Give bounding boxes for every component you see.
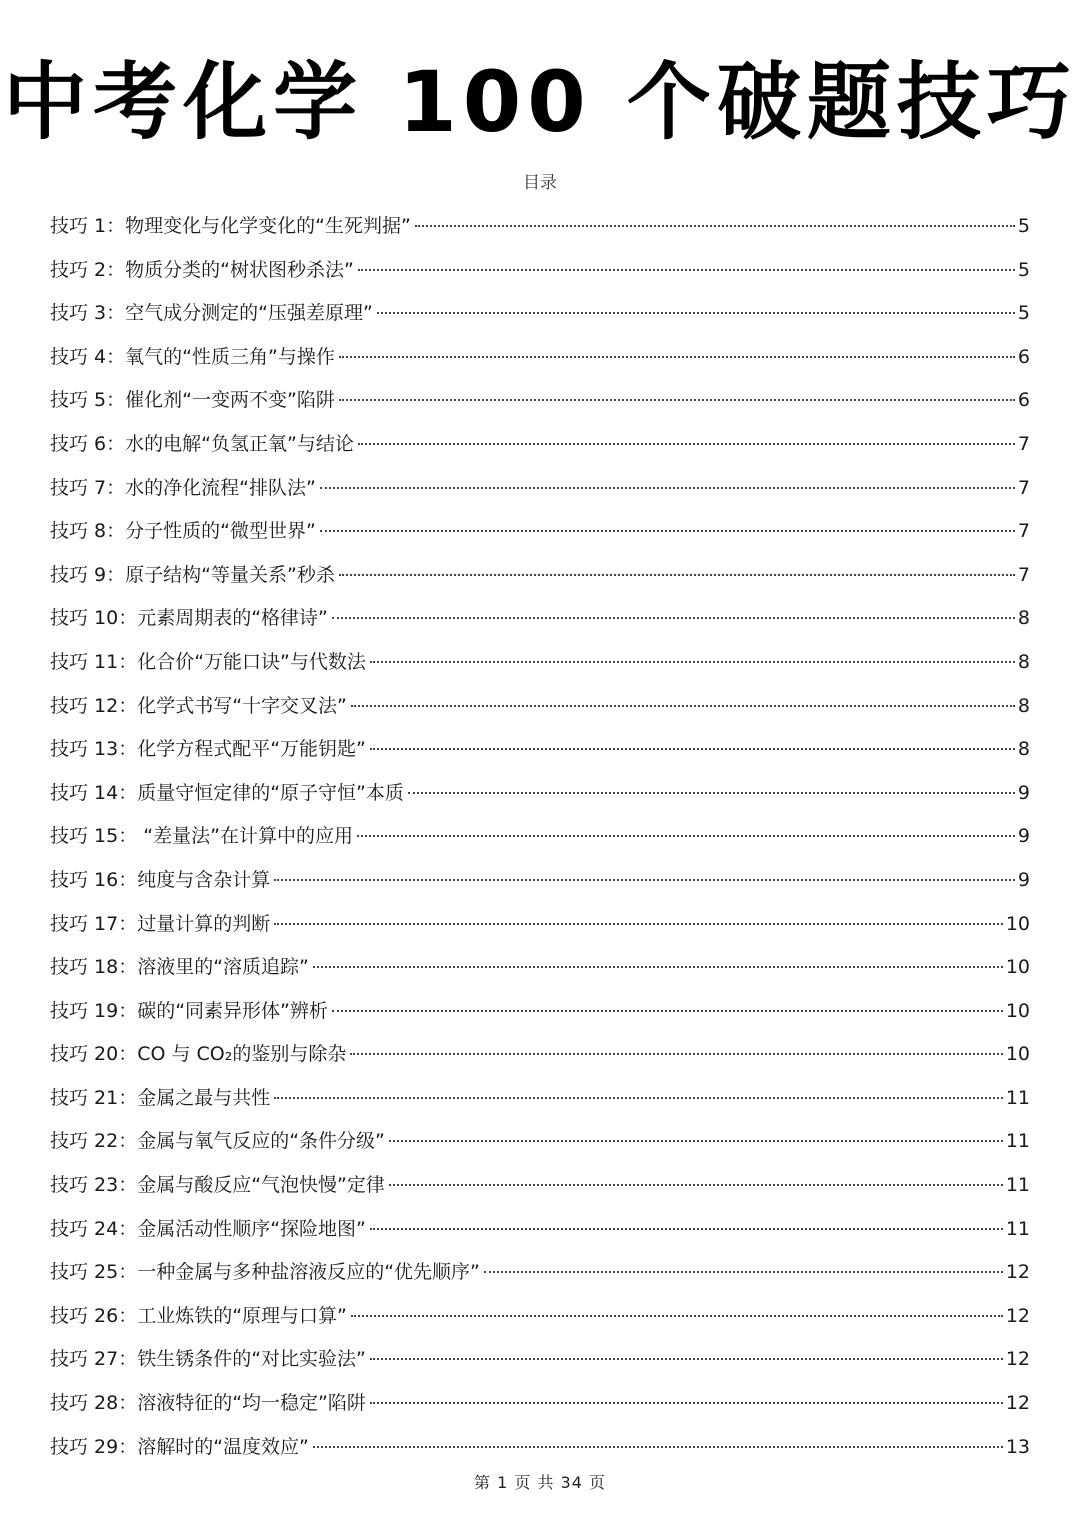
toc-entry-title: 技巧 20：CO 与 CO₂的鉴别与除杂 [50, 1043, 347, 1066]
toc-entry[interactable] [50, 990, 1030, 1034]
toc-entry-page: 12 [1005, 1392, 1030, 1415]
document-title: 中考化学 100 个破题技巧 [3, 53, 1077, 151]
toc-entry-page: 11 [1005, 1130, 1030, 1153]
toc-entry-title: 技巧 29：溶解时的“温度效应” [50, 1435, 309, 1458]
dot-leader [377, 312, 1015, 314]
toc-entry-title: 技巧 23：金属与酸反应“气泡快慢”定律 [50, 1174, 385, 1197]
toc-entry-title: 技巧 7：水的净化流程“排队法” [50, 476, 316, 499]
dot-leader [370, 1402, 1003, 1404]
table-of-contents [50, 205, 1030, 1469]
toc-entry-title: 技巧 6：水的电解“负氢正氧”与结论 [50, 432, 354, 455]
toc-entry-title: 技巧 13：化学方程式配平“万能钥匙” [50, 738, 366, 761]
toc-entry-page: 10 [1005, 1043, 1030, 1066]
dot-leader [358, 443, 1015, 445]
toc-entry[interactable] [50, 641, 1030, 685]
toc-entry-title: 技巧 11：化合价“万能口诀”与代数法 [50, 650, 366, 673]
toc-entry-title: 技巧 15： “差量法”在计算中的应用 [50, 825, 353, 848]
toc-entry-title: 技巧 18：溶液里的“溶质追踪” [50, 956, 309, 979]
toc-entry-page: 5 [1017, 215, 1030, 237]
toc-entry-title: 技巧 21：金属之最与共性 [50, 1086, 271, 1109]
dot-leader [370, 1358, 1003, 1360]
toc-entry-title: 技巧 3：空气成分测定的“压强差原理” [50, 302, 373, 325]
toc-entry-page: 8 [1017, 738, 1030, 761]
toc-entry-page: 11 [1005, 1174, 1030, 1197]
dot-leader [274, 879, 1015, 881]
toc-entry-page: 6 [1017, 389, 1030, 412]
toc-entry-page: 10 [1005, 999, 1030, 1022]
toc-entry-title: 技巧 19：碳的“同素异形体”辨析 [50, 999, 328, 1022]
dot-leader [320, 487, 1015, 489]
toc-entry-title: 技巧 24：金属活动性顺序“探险地图” [50, 1217, 366, 1240]
toc-entry[interactable] [50, 597, 1030, 641]
toc-entry-title: 技巧 22：金属与氧气反应的“条件分级” [50, 1130, 385, 1153]
toc-entry[interactable] [50, 903, 1030, 947]
toc-entry[interactable] [50, 1426, 1030, 1470]
dot-leader [339, 574, 1015, 576]
dot-leader [274, 923, 1003, 925]
toc-entry[interactable] [50, 336, 1030, 380]
toc-entry[interactable] [50, 859, 1030, 903]
toc-entry-title: 技巧 2：物质分类的“树状图秒杀法” [50, 258, 354, 281]
toc-entry-page: 8 [1017, 694, 1030, 717]
toc-entry[interactable] [50, 1033, 1030, 1077]
dot-leader [350, 1053, 1002, 1055]
toc-entry-title: 技巧 26：工业炼铁的“原理与口算” [50, 1304, 347, 1327]
dot-leader [370, 661, 1015, 663]
toc-entry[interactable] [50, 249, 1030, 293]
toc-entry-page: 9 [1017, 825, 1030, 848]
toc-entry-page: 10 [1005, 956, 1030, 979]
toc-entry[interactable] [50, 423, 1030, 467]
dot-leader [358, 269, 1015, 271]
toc-entry-page: 12 [1005, 1261, 1030, 1284]
toc-entry[interactable] [50, 1251, 1030, 1295]
toc-entry-page: 12 [1005, 1348, 1030, 1371]
dot-leader [320, 530, 1015, 532]
toc-entry-title: 技巧 17：过量计算的判断 [50, 912, 271, 935]
toc-entry-title: 技巧 10：元素周期表的“格律诗” [50, 607, 328, 630]
dot-leader [332, 1010, 1003, 1012]
toc-entry[interactable] [50, 1077, 1030, 1121]
page-footer: 第 1 页 共 34 页 [474, 1473, 606, 1492]
dot-leader [313, 1446, 1003, 1448]
toc-entry-title: 技巧 8：分子性质的“微型世界” [50, 520, 316, 543]
toc-entry[interactable] [50, 946, 1030, 990]
toc-entry[interactable] [50, 467, 1030, 511]
toc-entry-page: 6 [1017, 345, 1030, 368]
toc-entry-page: 7 [1017, 520, 1030, 543]
dot-leader [332, 617, 1015, 619]
dot-leader [339, 356, 1015, 358]
dot-leader [370, 748, 1015, 750]
toc-heading: 目录 [523, 173, 557, 193]
toc-entry-page: 11 [1005, 1217, 1030, 1240]
toc-entry[interactable] [50, 554, 1030, 598]
toc-entry-page: 7 [1017, 476, 1030, 499]
toc-entry-title: 技巧 9：原子结构“等量关系”秒杀 [50, 563, 335, 586]
dot-leader [389, 1140, 1003, 1142]
toc-entry-title: 技巧 5：催化剂“一变两不变”陷阱 [50, 389, 335, 412]
toc-entry[interactable] [50, 292, 1030, 336]
toc-entry-title: 技巧 4：氧气的“性质三角”与操作 [50, 345, 335, 368]
toc-entry[interactable] [50, 1382, 1030, 1426]
toc-entry[interactable] [50, 205, 1030, 249]
dot-leader [389, 1184, 1003, 1186]
dot-leader [357, 835, 1015, 837]
toc-entry[interactable] [50, 815, 1030, 859]
toc-entry[interactable] [50, 379, 1030, 423]
dot-leader [351, 1315, 1003, 1317]
toc-entry-page: 13 [1005, 1435, 1030, 1458]
dot-leader [351, 705, 1015, 707]
toc-entry-page: 8 [1017, 607, 1030, 630]
toc-entry[interactable] [50, 510, 1030, 554]
dot-leader [370, 1228, 1003, 1230]
toc-entry-page: 12 [1005, 1304, 1030, 1327]
toc-entry-title: 技巧 27：铁生锈条件的“对比实验法” [50, 1348, 366, 1371]
toc-entry-page: 7 [1017, 563, 1030, 586]
toc-entry-title: 技巧 12：化学式书写“十字交叉法” [50, 694, 347, 717]
toc-entry-title: 技巧 14：质量守恒定律的“原子守恒”本质 [50, 781, 404, 804]
toc-entry-page: 5 [1017, 258, 1030, 281]
toc-entry[interactable] [50, 1295, 1030, 1339]
toc-entry-page: 10 [1005, 912, 1030, 935]
toc-entry-page: 11 [1005, 1086, 1030, 1109]
toc-entry[interactable] [50, 1208, 1030, 1252]
dot-leader [408, 792, 1015, 794]
toc-entry[interactable] [50, 772, 1030, 816]
dot-leader [313, 966, 1003, 968]
toc-entry-title: 技巧 1：物理变化与化学变化的“生死判据” [50, 215, 411, 237]
toc-entry[interactable] [50, 1120, 1030, 1164]
toc-entry-page: 9 [1017, 868, 1030, 891]
toc-entry[interactable] [50, 685, 1030, 729]
dot-leader [274, 1097, 1003, 1099]
toc-entry-title: 技巧 25：一种金属与多种盐溶液反应的“优先顺序” [50, 1261, 480, 1284]
toc-entry-title: 技巧 28：溶液特征的“均一稳定”陷阱 [50, 1392, 366, 1415]
toc-entry[interactable] [50, 1164, 1030, 1208]
toc-entry-title: 技巧 16：纯度与含杂计算 [50, 868, 271, 891]
toc-entry[interactable] [50, 1338, 1030, 1382]
toc-entry-page: 7 [1017, 432, 1030, 455]
toc-entry-page: 8 [1017, 650, 1030, 673]
toc-entry-page: 5 [1017, 302, 1030, 325]
toc-entry[interactable] [50, 728, 1030, 772]
toc-entry-page: 9 [1017, 781, 1030, 804]
dot-leader [339, 399, 1015, 401]
dot-leader [415, 225, 1015, 227]
dot-leader [484, 1271, 1003, 1273]
